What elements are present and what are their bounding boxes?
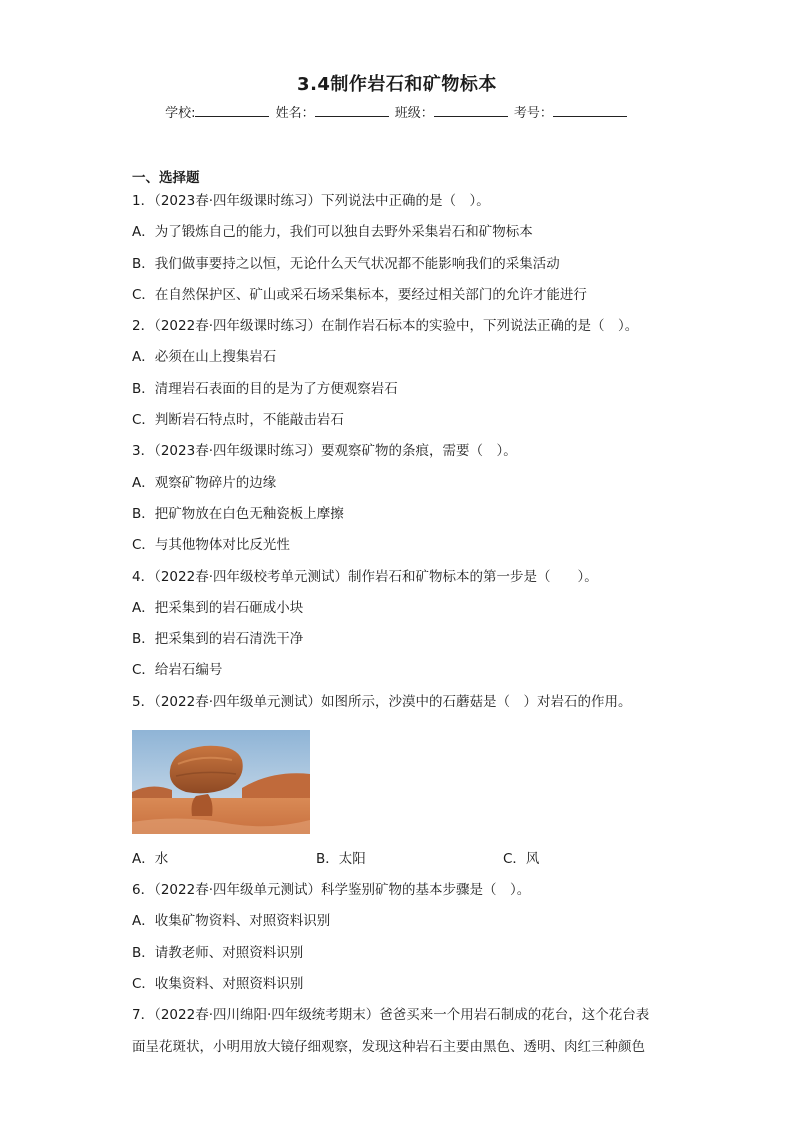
- exam-number-label: 考号：: [513, 106, 553, 121]
- class-label: 班级：: [394, 106, 434, 121]
- question-1-option-a[interactable]: A．为了锻炼自己的能力，我们可以独自去野外采集岩石和矿物标本: [132, 224, 533, 241]
- question-2-stem: 2．（2022春·四年级课时练习）在制作岩石标本的实验中，下列说法正确的是（ ）。: [132, 318, 639, 335]
- question-3-stem: 3．（2023春·四年级课时练习）要观察矿物的条痕，需要（ ）。: [132, 443, 517, 460]
- question-1-stem: 1．（2023春·四年级课时练习）下列说法中正确的是（ ）。: [132, 193, 490, 209]
- question-7-stem-line-2: 面呈花斑状，小明用放大镜仔细观察，发现这种岩石主要由黑色、透明、肉红三种颜色: [132, 1038, 645, 1055]
- question-6-option-b[interactable]: B．请教老师、对照资料识别: [132, 944, 304, 961]
- question-6-option-c[interactable]: C．收集资料、对照资料识别: [132, 975, 304, 992]
- name-blank[interactable]: [315, 104, 389, 117]
- class-blank[interactable]: [434, 104, 508, 117]
- question-5-option-c[interactable]: C．风: [503, 851, 540, 868]
- question-5-stem: 5．（2022春·四年级单元测试）如图所示，沙漠中的石蘑菇是（ ）对岩石的作用。: [132, 693, 632, 710]
- question-1-option-b[interactable]: B．我们做事要持之以恒，无论什么天气状况都不能影响我们的采集活动: [132, 255, 560, 272]
- question-6-option-a[interactable]: A．收集矿物资料、对照资料识别: [132, 913, 331, 930]
- school-label: 学校:: [165, 106, 196, 121]
- question-5-option-b[interactable]: B．太阳: [316, 851, 366, 868]
- question-4-option-c[interactable]: C．给岩石编号: [132, 662, 223, 679]
- question-2-option-b[interactable]: B．清理岩石表面的目的是为了方便观察岩石: [132, 380, 398, 397]
- question-6-stem: 6．（2022春·四年级单元测试）科学鉴别矿物的基本步骤是（ ）。: [132, 882, 531, 899]
- mushroom-rock-photo: [132, 730, 310, 834]
- name-label: 姓名：: [275, 106, 315, 121]
- question-5-options: [132, 848, 672, 879]
- section-heading: 一、选择题: [132, 170, 200, 186]
- question-2-option-a[interactable]: A．必须在山上搜集岩石: [132, 349, 277, 366]
- question-1-option-c[interactable]: C．在自然保护区、矿山或采石场采集标本，要经过相关部门的允许才能进行: [132, 286, 587, 303]
- question-4-option-b[interactable]: B．把采集到的岩石清洗干净: [132, 631, 304, 648]
- question-2-option-c[interactable]: C．判断岩石特点时，不能敲击岩石: [132, 412, 344, 429]
- question-3-option-a[interactable]: A．观察矿物碎片的边缘: [132, 474, 277, 491]
- question-4-option-a[interactable]: A．把采集到的岩石砸成小块: [132, 599, 304, 616]
- page-title: 3.4制作岩石和矿物标本: [297, 74, 497, 95]
- question-4-stem: 4．（2022春·四年级校考单元测试）制作岩石和矿物标本的第一步是（ ）。: [132, 568, 598, 585]
- student-info-row: [0, 102, 794, 121]
- question-7-stem-line-1: 7．（2022春·四川绵阳·四年级统考期末）爸爸买来一个用岩石制成的花台，这个花台表: [132, 1007, 650, 1024]
- exam-number-blank[interactable]: [553, 104, 627, 117]
- question-3-option-b[interactable]: B．把矿物放在白色无釉瓷板上摩擦: [132, 505, 344, 522]
- question-5-option-a[interactable]: A．水: [132, 851, 169, 868]
- question-list: [132, 190, 672, 1067]
- school-blank[interactable]: [195, 104, 269, 117]
- question-3-option-c[interactable]: C．与其他物体对比反光性: [132, 537, 290, 554]
